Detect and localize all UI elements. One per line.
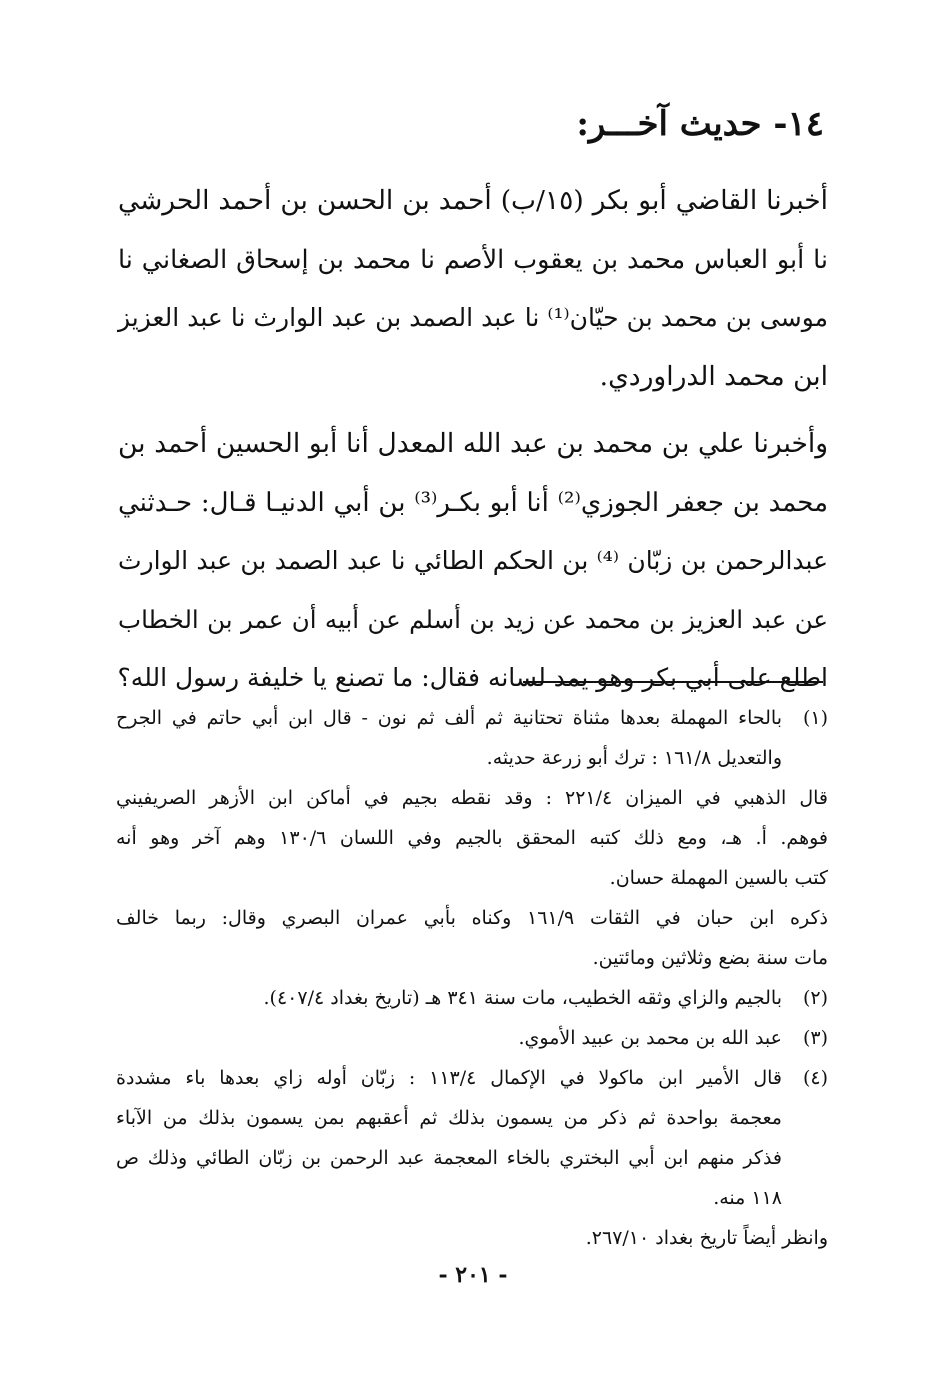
footnote-extra <box>116 778 828 898</box>
text-line: محمد بن جعفر الجوزي⁽²⁾ أنا أبو بكـر⁽³⁾ بن أبي الدنيـا قـال: حـدثني <box>118 487 828 518</box>
text-line: أخبرنا القاضي أبو بكر (١٥/ب) أحمد بن الحسن بن أحمد الحرشي <box>118 185 828 216</box>
footnote-body <box>116 698 782 778</box>
footnote-number: (٢) <box>802 987 828 1009</box>
footnote-line: فذكر منهم ابن أبي البختري بالخاء المعجمة عبد الرحمن بن زبّان الطائي وذلك ص <box>116 1147 782 1169</box>
main-text <box>118 172 828 708</box>
footnote <box>116 978 828 1018</box>
text-line: ابن محمد الدراوردي. <box>599 360 828 392</box>
footnote-line: ١١٨ منه. <box>713 1187 782 1209</box>
footnote-line: وانظر أيضاً تاريخ بغداد ٢٦٧/١٠. <box>585 1227 828 1249</box>
footnote <box>116 1018 828 1058</box>
footnote-number: (٤) <box>802 1067 828 1089</box>
footnote <box>116 698 828 978</box>
footnote-separator <box>523 681 823 683</box>
text-line: عبدالرحمن بن زبّان ⁽⁴⁾ بن الحكم الطائي نا عبد الصمد بن عبد الوارث <box>118 546 828 575</box>
footnote-body <box>116 978 782 1018</box>
footnote-line: فوهم. أ. هـ، ومع ذلك كتبه المحقق بالجيم وفي اللسان ١٣٠/٦ وهم آخر وهو أنه <box>116 827 828 849</box>
footnote-line: مات سنة بضع وثلاثين ومائتين. <box>592 947 828 969</box>
footnote <box>116 1058 828 1258</box>
footnote-extra <box>116 898 828 978</box>
text-line: نا أبو العباس محمد بن يعقوب الأصم نا محمد بن إسحاق الصغاني نا <box>118 244 828 275</box>
footnote-line: عبد الله بن محمد بن عبيد الأموي. <box>518 1027 782 1049</box>
text-line: عن عبد العزيز بن محمد عن زيد بن أسلم عن أبيه أن عمر بن الخطاب <box>118 604 828 634</box>
footnote-extra <box>116 1218 828 1258</box>
footnotes <box>116 698 828 1258</box>
footnote-line: قال الأمير ابن ماكولا في الإكمال ١١٣/٤ : زبّان أوله زاي بعدها باء مشددة <box>116 1067 782 1089</box>
footnote-line: بالحاء المهملة بعدها مثناة تحتانية ثم ألف ثم نون - قال ابن أبي حاتم في الجرح <box>116 707 782 729</box>
footnote-line: كتب بالسين المهملة حسان. <box>609 867 828 889</box>
section-heading: ١٤- حديث آخـــر: <box>576 104 824 144</box>
paragraph <box>118 172 828 406</box>
text-line: اطلع على أبي بكر وهو يمد لسانه فقال: ما تصنع يا خليفة رسول الله؟ <box>117 663 828 692</box>
text-line: وأخبرنا علي بن محمد بن عبد الله المعدل أنا أبو الحسين أحمد بن <box>118 428 828 459</box>
footnote-line: قال الذهبي في الميزان ٢٢١/٤ : وقد نقطه بجيم في أماكن ابن الأزهر الصريفيني <box>116 787 828 809</box>
paragraph <box>118 415 828 708</box>
footnote-number: (٣) <box>802 1027 828 1049</box>
footnote-line: معجمة بواحدة ثم ذكر من يسمون بذلك ثم أعقبهم بمن يسمون بذلك من الآباء <box>116 1107 782 1129</box>
footnote-number: (١) <box>802 707 828 729</box>
footnote-body <box>116 1058 782 1218</box>
text-line: موسى بن محمد بن حيّان⁽¹⁾ نا عبد الصمد بن عبد الوارث نا عبد العزيز <box>118 303 828 332</box>
page-number: - ٢٠١ - <box>438 1262 508 1288</box>
footnote-line: بالجيم والزاي وثقه الخطيب، مات سنة ٣٤١ هـ (تاريخ بغداد ٤٠٧/٤). <box>263 987 782 1009</box>
footnote-body <box>116 1018 782 1058</box>
footnote-line: ذكره ابن حبان في الثقات ١٦١/٩ وكناه بأبي عمران البصري وقال: ربما خالف <box>116 907 828 929</box>
footnote-line: والتعديل ١٦١/٨ : ترك أبو زرعة حديثه. <box>486 747 782 769</box>
